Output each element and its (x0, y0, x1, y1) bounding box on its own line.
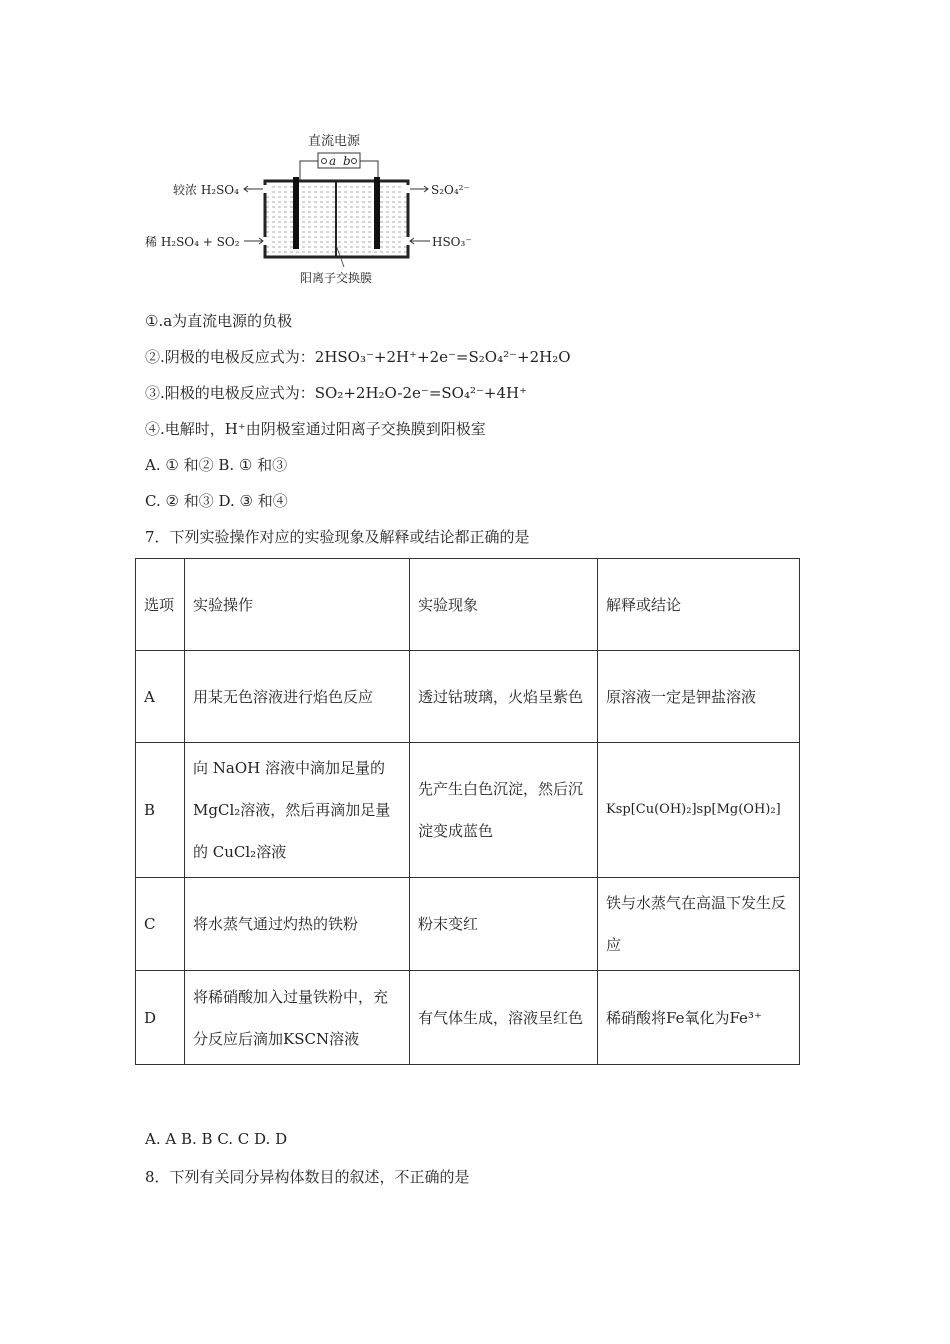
left-electrode (293, 177, 299, 249)
power-source-label: 直流电源 (308, 134, 361, 149)
left-top-label: 较浓 H₂SO₄ (173, 183, 239, 197)
right-top-label: S₂O₄²⁻ (431, 183, 470, 197)
row-option: D (136, 971, 185, 1065)
row-operation: 将水蒸气通过灼热的铁粉 (185, 878, 410, 971)
header-conclusion: 解释或结论 (598, 559, 800, 651)
q6-options-line1: A. ① 和② B. ① 和③ (145, 456, 288, 474)
row-option: A (136, 651, 185, 743)
left-bottom-label: 稀 H₂SO₄ + SO₂ (145, 235, 240, 249)
q7-stem: 7．下列实验操作对应的实验现象及解释或结论都正确的是 (145, 528, 530, 546)
row-option: B (136, 743, 185, 878)
row-operation: 向 NaOH 溶液中滴加足量的 MgCl₂溶液，然后再滴加足量的 CuCl₂溶液 (185, 743, 410, 878)
row-operation: 将稀硝酸加入过量铁粉中，充分反应后滴加KSCN溶液 (185, 971, 410, 1065)
terminal-b: b (343, 154, 351, 168)
row-option: C (136, 878, 185, 971)
row-conclusion: 稀硝酸将Fe氧化为Fe³⁺ (598, 971, 800, 1065)
statement-4: ④.电解时，H⁺由阴极室通过阳离子交换膜到阳极室 (145, 420, 486, 438)
statement-1: ①.a为直流电源的负极 (145, 312, 293, 330)
row-phenomenon: 粉末变红 (410, 878, 598, 971)
row-conclusion: 铁与水蒸气在高温下发生反应 (598, 878, 800, 971)
experiment-table (135, 558, 800, 1065)
table-row (136, 743, 800, 878)
header-phenomenon: 实验现象 (410, 559, 598, 651)
q7-options: A. A B. B C. C D. D (145, 1130, 288, 1148)
row-phenomenon: 透过钴玻璃，火焰呈紫色 (410, 651, 598, 743)
row-phenomenon: 有气体生成，溶液呈红色 (410, 971, 598, 1065)
row-operation: 用某无色溶液进行焰色反应 (185, 651, 410, 743)
statement-2: ②.阴极的电极反应式为：2HSO₃⁻+2H⁺+2e⁻=S₂O₄²⁻+2H₂O (145, 348, 571, 366)
header-option: 选项 (136, 559, 185, 651)
table-row (136, 971, 800, 1065)
header-operation: 实验操作 (185, 559, 410, 651)
row-conclusion: Ksp[Cu(OH)₂]sp[Mg(OH)₂] (598, 743, 800, 878)
terminal-a: a (329, 154, 337, 168)
statement-3: ③.阳极的电极反应式为：SO₂+2H₂O-2e⁻=SO₄²⁻+4H⁺ (145, 384, 528, 402)
row-conclusion: 原溶液一定是钾盐溶液 (598, 651, 800, 743)
right-electrode (374, 177, 380, 249)
row-phenomenon: 先产生白色沉淀，然后沉淀变成蓝色 (410, 743, 598, 878)
electrolysis-diagram (140, 125, 480, 290)
table-row (136, 878, 800, 971)
membrane-label: 阳离子交换膜 (300, 271, 373, 285)
right-bottom-label: HSO₃⁻ (432, 235, 472, 249)
q8-stem: 8．下列有关同分异构体数目的叙述，不正确的是 (145, 1168, 470, 1186)
q6-options-line2: C. ② 和③ D. ③ 和④ (145, 492, 288, 510)
table-row (136, 651, 800, 743)
table-header-row (136, 559, 800, 651)
